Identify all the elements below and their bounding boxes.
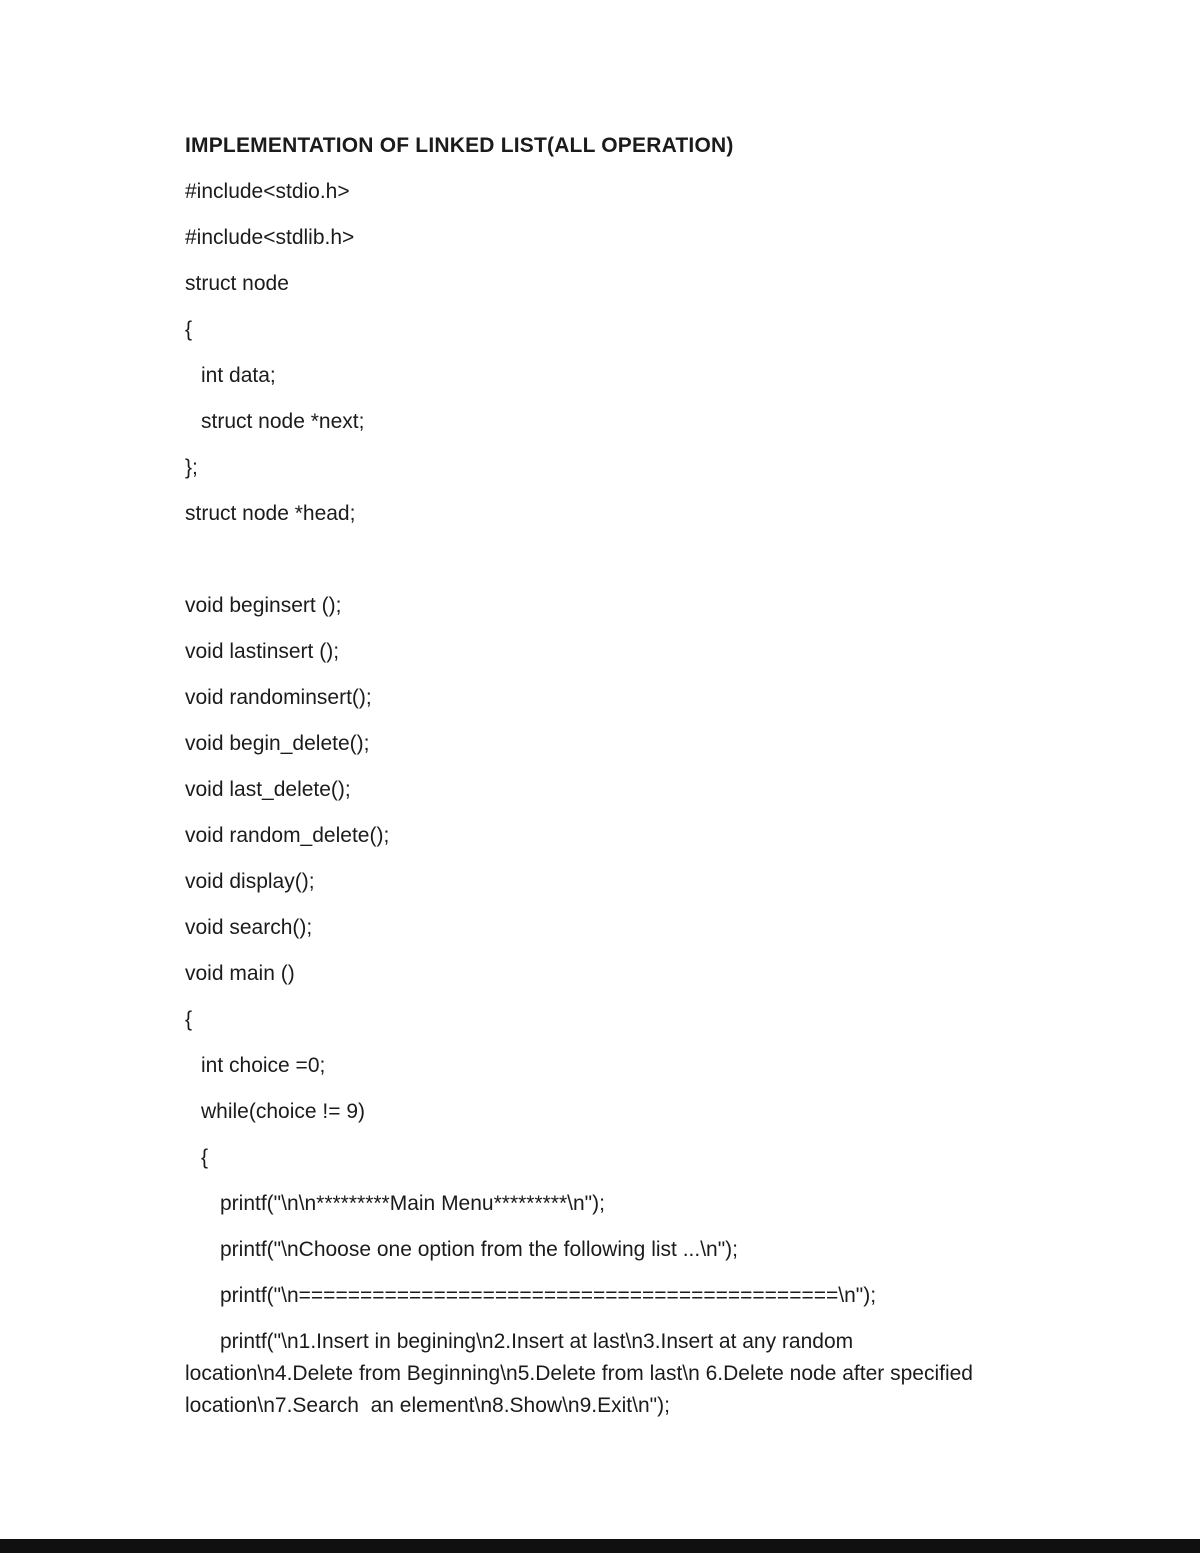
code-line: void begin_delete(); bbox=[185, 732, 370, 755]
code-line: { bbox=[201, 1146, 209, 1169]
code-line: int data; bbox=[201, 364, 276, 387]
code-line: void display(); bbox=[185, 870, 315, 893]
code-line: struct node *head; bbox=[185, 502, 356, 525]
page-bottom-bar bbox=[0, 1539, 1200, 1553]
code-lines bbox=[185, 176, 1020, 1422]
code-line: { bbox=[185, 1008, 193, 1031]
code-line: void search(); bbox=[185, 916, 313, 939]
code-line: }; bbox=[185, 456, 198, 479]
code-line: void main () bbox=[185, 962, 295, 985]
code-line: int choice =0; bbox=[201, 1054, 326, 1077]
code-line: void randominsert(); bbox=[185, 686, 372, 709]
code-line: location\n4.Delete from Beginning\n5.Delete from last\n 6.Delete node after specified bbox=[185, 1362, 973, 1385]
code-line: struct node *next; bbox=[201, 410, 365, 433]
code-line: void lastinsert (); bbox=[185, 640, 340, 663]
code-line: location\n7.Search an element\n8.Show\n9.Exit\n"); bbox=[185, 1394, 670, 1417]
code-line: #include<stdlib.h> bbox=[185, 226, 355, 249]
code-line: void last_delete(); bbox=[185, 778, 351, 801]
code-line: void beginsert (); bbox=[185, 594, 342, 617]
code-line: printf("\nChoose one option from the following list ...\n"); bbox=[220, 1238, 738, 1261]
code-line: printf("\n1.Insert in begining\n2.Insert at last\n3.Insert at any random bbox=[220, 1330, 854, 1353]
code-line: printf("\n============================================\n"); bbox=[220, 1284, 877, 1307]
code-line bbox=[185, 544, 1020, 576]
code-line: void random_delete(); bbox=[185, 824, 390, 847]
code-line: printf("\n\n*********Main Menu*********\n"); bbox=[220, 1192, 605, 1215]
document-title: IMPLEMENTATION OF LINKED LIST(ALL OPERATION) bbox=[185, 134, 734, 157]
code-line: { bbox=[185, 318, 193, 341]
code-line: struct node bbox=[185, 272, 289, 295]
code-line: while(choice != 9) bbox=[201, 1100, 365, 1123]
code-line: #include<stdio.h> bbox=[185, 180, 350, 203]
